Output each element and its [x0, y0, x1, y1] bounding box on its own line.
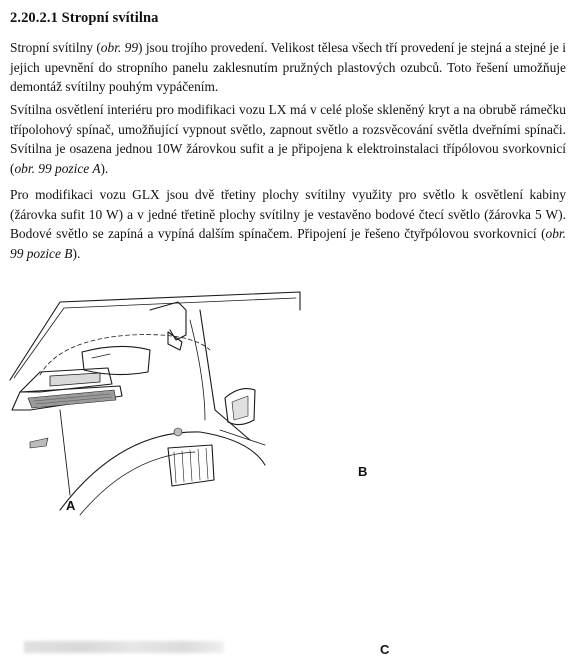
- section-heading: [10, 10, 159, 27]
- paragraph-lx-text-end: ).: [100, 160, 109, 176]
- figure-label-b: B: [358, 464, 368, 479]
- drawing-a-lx-lamp: [10, 292, 300, 515]
- ceiling-lamp-illustration: [0, 280, 572, 657]
- figure-label-a: A: [66, 498, 76, 513]
- paragraph-lx-text-start: Svítilna osvětlení interiéru pro modifikaci vozu LX má v celé ploše skleněný kryt a na obrubě rámečku třípolohový spínač, umožňující vypnout světlo, zapnout světlo a rozsvěcování světla dveřními spínači. Svítilna je osazena jednou 10W žárovkou sufit a je připojena k elektroinstalaci třípólovou svorkovnicí (: [10, 102, 566, 176]
- figure-label-c: C: [380, 642, 390, 657]
- figure-reference: obr. 99 pozice B: [10, 226, 566, 261]
- paragraph-intro-text-end: ) jsou trojího provedení. Velikost tělesa všech tří provedení je stejná a stejné je i jejich upevnění do stropního panelu zaklesnutím pružných plastových ozubců. Toto řešení umožňuje demontáž svítilny pouhým vypáčením.: [10, 40, 566, 94]
- figure-reference: obr. 99 pozice A: [14, 160, 101, 176]
- blurred-footer-text: [24, 641, 224, 653]
- paragraph-intro: [10, 38, 566, 97]
- section-number: 2.20.2.1: [10, 10, 58, 26]
- ceiling-lamp-figure: [0, 280, 572, 657]
- paragraph-intro-text-start: Stropní svítilny (: [10, 40, 101, 55]
- figure-reference: obr. 99: [100, 40, 139, 55]
- paragraph-glx-variant: [10, 185, 566, 263]
- paragraph-lx-variant: [10, 100, 566, 178]
- paragraph-glx-text-end: ).: [72, 245, 81, 261]
- paragraph-glx-text-start: Pro modifikaci vozu GLX jsou dvě třetiny plochy svítilny využity pro světlo k osvětlení kabiny (žárovka sufit 10 W) a v jedné třetině plochy svítilny je vestavěno bodové čtecí světlo (žárovka 5 W). Bodové světlo se zapíná a vypíná dalším spínačem. Připojení je řešeno čtyřpólovou svorkovnicí (: [10, 187, 566, 241]
- section-title: Stropní svítilna: [61, 10, 159, 26]
